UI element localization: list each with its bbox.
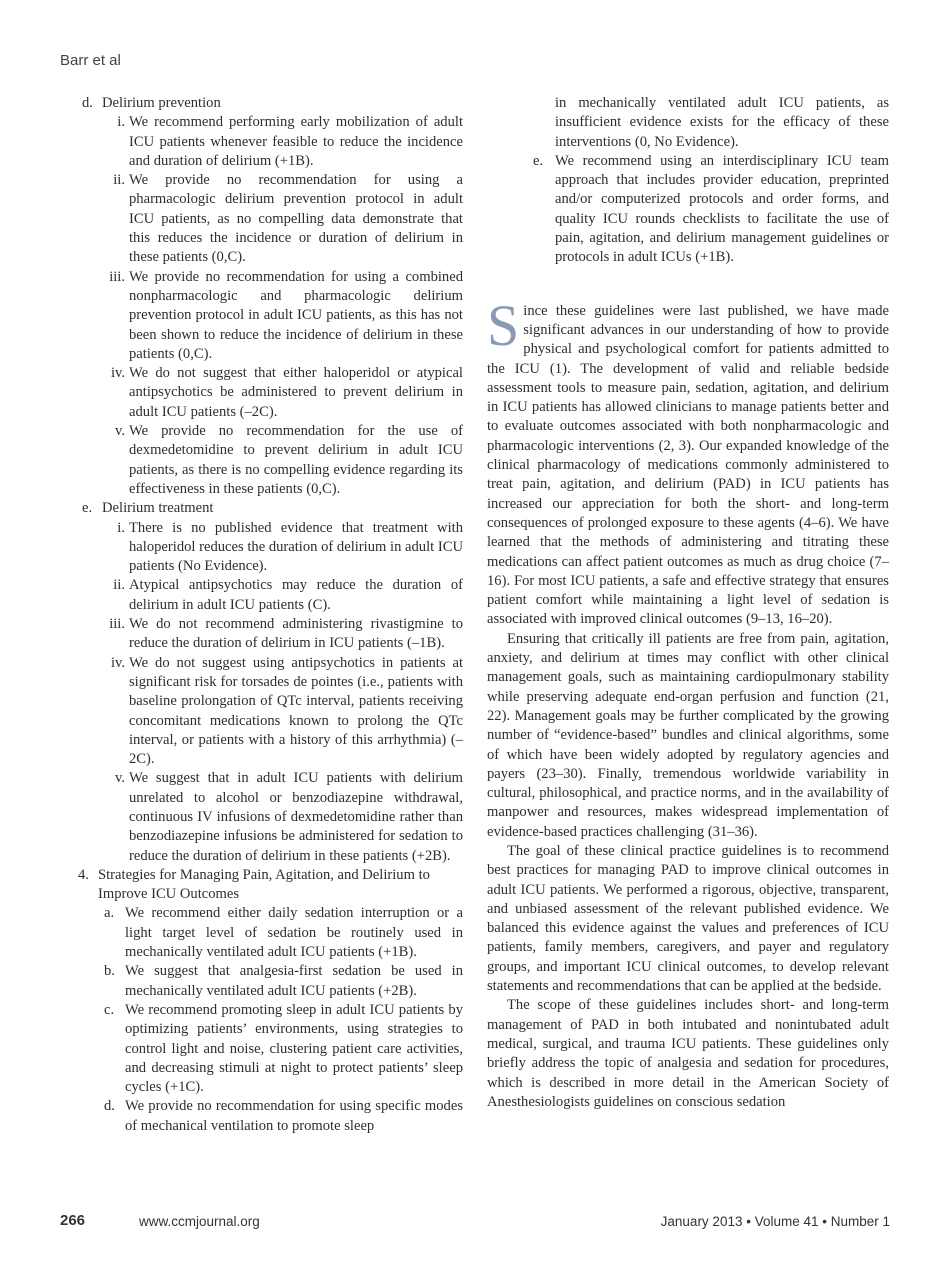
continued-list [487, 94, 889, 268]
section-e-title: Delirium treatment [102, 500, 214, 517]
list-item: b. We suggest that analgesia-first sedation be used in mechanically ventilated adult ICU patients (+2B). [104, 963, 463, 999]
list-item: v. We suggest that in adult ICU patients with delirium unrelated to alcohol or benzodiazepine withdrawal, continuous IV infusions of dexmedetomidine rather than benzodiazepine infusions be administered for sedation to reduce the duration of delirium in these patients (+2B). [115, 770, 463, 864]
list-item: d. We provide no recommendation for using specific modes of mechanical ventilation to promote sleep [104, 1098, 463, 1134]
drop-cap: S [487, 292, 520, 358]
list-item: iii. We provide no recommendation for using a combined nonpharmacologic and pharmacologic delirium prevention protocol in adult ICU patients, as this has not been shown to reduce the incidence of delirium in these patients (0,C). [109, 268, 463, 362]
list-item: iv. We do not suggest using antipsychotics in patients at significant risk for torsades de pointes (i.e., patients with baseline prolongation of QTc interval, patients receiving concomitant medications known to prolong the QTc interval, or patients with a history of this arrhythmia) (–2C). [110, 654, 463, 768]
list-item: e. We recommend using an interdisciplinary ICU team approach that includes provider education, preprinted and/or computerized protocols and order forms, and quality ICU rounds checklists to facilitate the use of pain, agitation, and delirium management guidelines or protocols in adult ICUs (+1B). [533, 152, 889, 266]
section-d-title: Delirium prevention [102, 95, 221, 111]
body-paragraph: Ensuring that critically ill patients are free from pain, agitation, anxiety, and delirium at times may conflict with other clinical management goals, such as maintaining cardiopulmonary stability while preserving adequate end-organ perfusion and function (21, 22). Management goals may be further complicated by the growing number of “evidence-based” bundles and clinical algorithms, some of which have been widely adopted by regulatory agencies and payers (23–30). Finally, tremendous worldwide variability in cultural, philosophical, and practice norms, and in the availability of manpower and resources, makes widespread implementation of evidence-based practices challenging (31–36). [487, 630, 889, 840]
list-item: a. We recommend either daily sedation interruption or a light target level of sedation be routinely used in mechanically ventilated adult ICU patients (+1B). [104, 905, 463, 961]
section-4-heading: 4. Strategies for Managing Pain, Agitation, and Delirium to Improve ICU Outcomes [78, 866, 463, 905]
right-column [487, 94, 889, 1112]
list-item: i. There is no published evidence that treatment with haloperidol reduces the duration of delirium in adult ICU patients (No Evidence). [117, 519, 463, 575]
list-item: ii. Atypical antipsychotics may reduce the duration of delirium in adult ICU patients (C). [113, 577, 463, 613]
section-d-list [78, 113, 463, 499]
section-e-list [78, 519, 463, 866]
list-item: ii. We provide no recommendation for using a pharmacologic delirium prevention protocol in adult ICU patients, as no compelling data demonstrate that this reduces the incidence or duration of delirium in these patients (0,C). [113, 172, 463, 266]
left-column [78, 94, 463, 1136]
list-item: v. We provide no recommendation for the use of dexmedetomidine to prevent delirium in adult ICU patients, as there is no compelling evidence regarding its effectiveness in these patients (0,C). [115, 423, 463, 497]
body-paragraph: The goal of these clinical practice guidelines is to recommend best practices for managing PAD to improve clinical outcomes in adult ICU patients. We performed a rigorous, objective, transparent, and unbiased assessment of the relevant published evidence. We balanced this evidence against the values and preferences of ICU patients, family members, caregivers, and payer and regulatory groups, and important ICU clinical outcomes, to develop relevant statements and recommendations that can be applied at the bedside. [487, 842, 889, 995]
page-number: 266 [60, 1212, 86, 1229]
section-e-heading: e. Delirium treatment [78, 499, 463, 518]
journal-url: www.ccmjournal.org [139, 1214, 260, 1229]
section-4-title: Strategies for Managing Pain, Agitation, and Delirium to Improve ICU Outcomes [98, 866, 430, 903]
section-d-heading: d. Delirium prevention [78, 94, 463, 113]
issue-info: January 2013 • Volume 41 • Number 1 [660, 1214, 890, 1229]
running-head: Barr et al [60, 52, 121, 69]
section-4-list [78, 904, 463, 1136]
list-item-continuation: in mechanically ventilated adult ICU patients, as insufficient evidence exists for the efficacy of these interventions (0, No Evidence). [555, 95, 889, 150]
list-item: i. We recommend performing early mobilization of adult ICU patients whenever feasible to reduce the incidence and duration of delirium (+1B). [117, 114, 463, 169]
list-item: iv. We do not suggest that either haloperidol or atypical antipsychotics be administered to prevent delirium in adult ICU patients (–2C). [110, 365, 463, 420]
intro-paragraph: Since these guidelines were last published, we have made significant advances in our understanding of how to provide physical and psychological comfort for patients admitted to the ICU (1). The development of valid and reliable bedside assessment tools to measure pain, sedation, agitation, and delirium in ICU patients has allowed clinicians to manage patients better and to evaluate outcomes associated with both nonpharmacologic and pharmacologic interventions (2, 3). Our expanded knowledge of the clinical pharmacology of medications commonly administered to treat pain, agitation, and delirium (PAD) in ICU patients has increased our appreciation for both the short- and long-term consequences of prolonged exposure to these agents (4–6). We have learned that the methods of administering and titrating these medications can affect patient outcomes as much as drug choice (7–16). For most ICU patients, a safe and effective strategy that ensures patient comfort while maintaining a light level of sedation is associated with improved clinical outcomes (9–13, 16–20). [487, 292, 889, 628]
list-item: c. We recommend promoting sleep in adult ICU patients by optimizing patients’ environments, using strategies to control light and noise, clustering patient care activities, and decreasing stimuli at night to protect patients’ sleep cycles (+1C). [104, 1001, 463, 1096]
body-paragraph: The scope of these guidelines includes short- and long-term management of PAD in both intubated and nonintubated adult medical, surgical, and trauma ICU patients. These guidelines only briefly address the topic of analgesia and sedation for procedures, which is described in more detail in the American Society of Anesthesiologists guidelines on conscious sedation [487, 997, 889, 1110]
list-item: iii. We do not recommend administering rivastigmine to reduce the duration of delirium in ICU patients (–1B). [109, 616, 463, 652]
